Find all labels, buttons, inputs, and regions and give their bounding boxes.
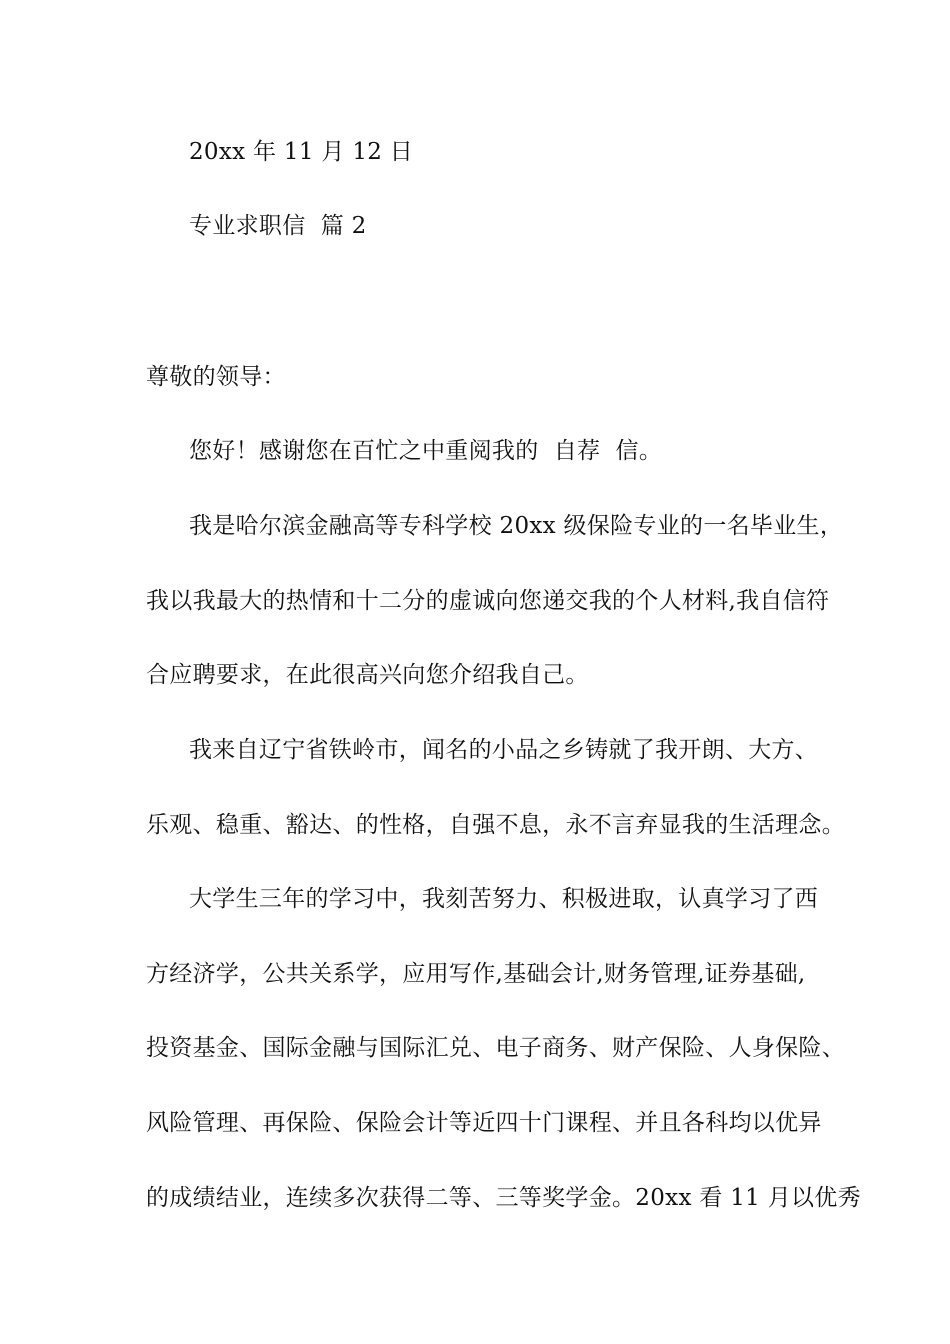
paragraph-line: 我来自辽宁省铁岭市，闻名的小品之乡铸就了我开朗、大方、: [189, 737, 819, 763]
paragraph-line: 您好！感谢您在百忙之中重阅我的 自荐 信。: [189, 438, 663, 464]
paragraph-line: 大学生三年的学习中，我刻苦努力、积极进取，认真学习了西: [189, 886, 819, 912]
paragraph-line: 我是哈尔滨金融高等专科学校 20xx 级保险专业的一名毕业生，: [189, 513, 844, 539]
paragraph-line: 方经济学，公共关系学，应用写作,基础会计,财务管理,证券基础,: [146, 961, 806, 987]
section-title: 专业求职信 篇 2: [189, 213, 367, 239]
letter-date: 20xx 年 11 月 12 日: [189, 139, 414, 165]
paragraph-line: 的成绩结业，连续多次获得二等、三等奖学金。20xx 看 11 月以优秀: [146, 1185, 861, 1211]
paragraph-line: 合应聘要求，在此很高兴向您介绍我自己。: [146, 662, 589, 688]
paragraph-line: 乐观、稳重、豁达、的性格，自强不息，永不言弃显我的生活理念。: [146, 812, 845, 838]
salutation: 尊敬的领导：: [146, 364, 286, 390]
paragraph-line: 风险管理、再保险、保险会计等近四十门课程、并且各科均以优异: [146, 1110, 822, 1136]
paragraph-line: 我以我最大的热情和十二分的虚诚向您递交我的个人材料,我自信符: [146, 588, 830, 614]
paragraph-line: 投资基金、国际金融与国际汇兑、电子商务、财产保险、人身保险、: [146, 1035, 845, 1061]
